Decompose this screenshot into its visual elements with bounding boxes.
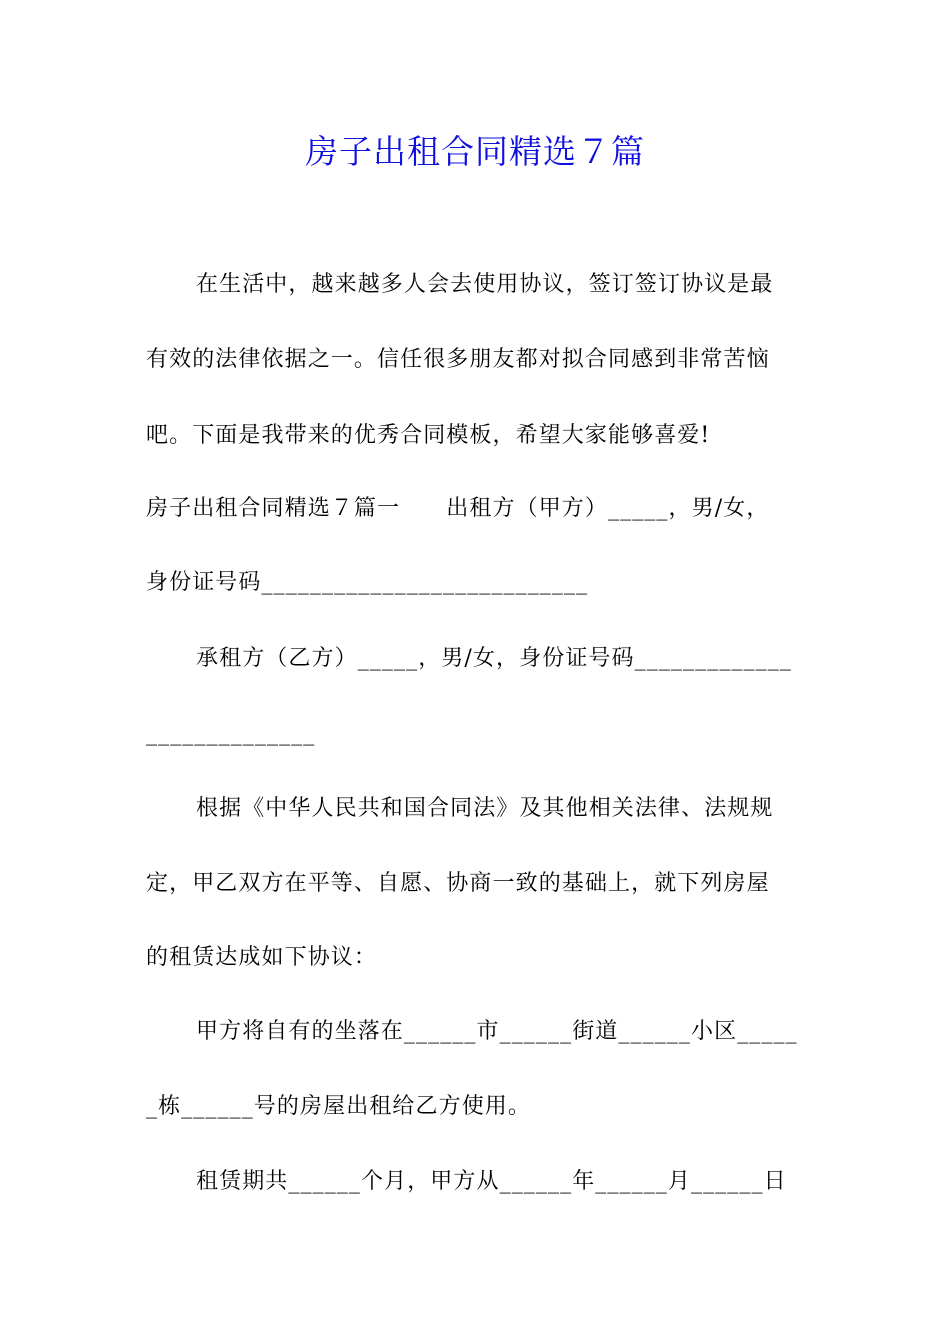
paragraph-line: 身份证号码___________________________	[146, 570, 589, 595]
paragraph-line: 租赁期共______个月，甲方从______年______月______日	[196, 1169, 787, 1194]
paragraph-line: 承租方（乙方）_____，男/女，身份证号码_____________	[196, 646, 792, 671]
document-title: 房子出租合同精选７篇	[305, 132, 645, 171]
paragraph-line: 在生活中，越来越多人会去使用协议，签订签订协议是最	[196, 272, 774, 297]
paragraph-line: _栋______号的房屋出租给乙方使用。	[146, 1094, 532, 1119]
paragraph-line: 定，甲乙双方在平等、自愿、协商一致的基础上，就下列房屋	[146, 871, 770, 896]
paragraph-line: 根据《中华人民共和国合同法》及其他相关法律、法规规	[196, 796, 774, 821]
paragraph-line: ______________	[146, 721, 316, 746]
section-heading-line: 房子出租合同精选７篇一 出租方（甲方）_____，男/女，	[146, 496, 770, 521]
paragraph-line: 吧。下面是我带来的优秀合同模板，希望大家能够喜爱!	[146, 423, 711, 448]
paragraph-line: 甲方将自有的坐落在______市______街道______小区_____	[196, 1019, 798, 1044]
paragraph-line: 的租赁达成如下协议：	[146, 945, 378, 970]
paragraph-line: 有效的法律依据之一。信任很多朋友都对拟合同感到非常苦恼	[146, 347, 770, 372]
